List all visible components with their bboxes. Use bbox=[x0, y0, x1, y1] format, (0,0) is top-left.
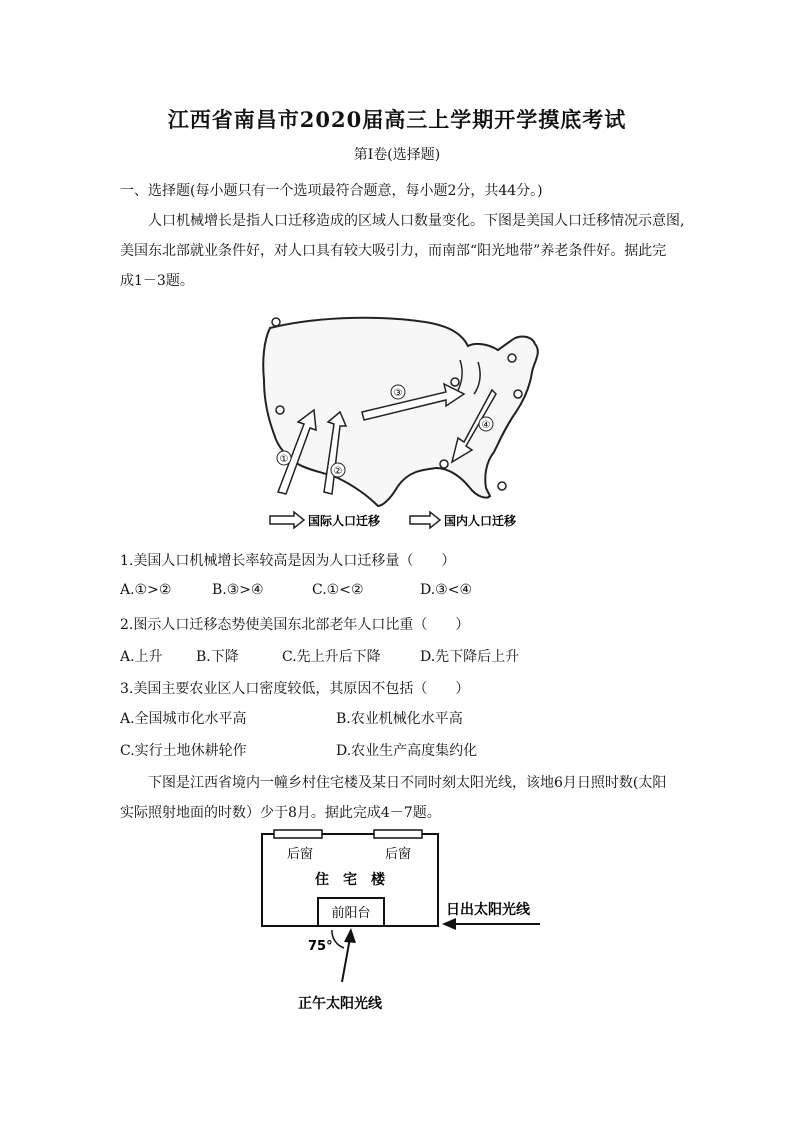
question-2-option-b: B.下降 bbox=[196, 649, 239, 665]
question-3-option-b: B.农业机械化水平高 bbox=[336, 711, 463, 727]
section-instructions: 一、选择题(每小题只有一个选项最符合题意，每小题2分，共44分。) bbox=[120, 183, 543, 199]
city-marker bbox=[451, 378, 459, 386]
arrow-label-4: ④ bbox=[481, 420, 491, 431]
noon-arrowhead-icon bbox=[344, 928, 356, 943]
angle-label: 75° bbox=[308, 939, 333, 954]
question-3-stem: 3.美国主要农业区人口密度较低，其原因不包括（ ） bbox=[120, 681, 470, 697]
intro-paragraph-2-line-2: 实际照射地面的时数）少于8月。据此完成4－7题。 bbox=[120, 805, 441, 821]
question-1-option-d: D.③<④ bbox=[420, 582, 473, 598]
rear-window-right-label: 后窗 bbox=[384, 847, 412, 862]
section-subtitle: 第Ⅰ卷(选择题) bbox=[353, 147, 441, 163]
us-migration-map bbox=[250, 300, 570, 540]
city-marker bbox=[514, 390, 522, 398]
arrow-label-3: ③ bbox=[393, 388, 403, 399]
intro-paragraph-2-line-1: 下图是江西省境内一幢乡村住宅楼及某日不同时刻太阳光线，该地6月日照时数(太阳 bbox=[148, 775, 667, 791]
intro-paragraph-1-line-2: 美国东北部就业条件好，对人口具有较大吸引力，而南部“阳光地带”养老条件好。据此完 bbox=[120, 243, 667, 259]
rear-window-left-label: 后窗 bbox=[286, 847, 314, 862]
city-marker bbox=[276, 406, 284, 414]
legend-international-label: 国际人口迁移 bbox=[308, 514, 381, 528]
noon-ray bbox=[342, 938, 350, 982]
rear-window-left bbox=[274, 830, 322, 838]
sunrise-ray-label: 日出太阳光线 bbox=[446, 902, 530, 918]
question-1-stem: 1.美国人口机械增长率较高是因为人口迁移量（ ） bbox=[120, 553, 456, 569]
intro-paragraph-1-line-1: 人口机械增长是指人口迁移造成的区域人口数量变化。下图是美国人口迁移情况示意图, bbox=[148, 213, 685, 229]
front-balcony-label: 前阳台 bbox=[331, 906, 371, 921]
question-2-stem: 2.图示人口迁移态势使美国东北部老年人口比重（ ） bbox=[120, 617, 470, 633]
intro-paragraph-1-line-3: 成1－3题。 bbox=[120, 273, 194, 289]
city-marker bbox=[440, 460, 448, 468]
angle-arc bbox=[332, 930, 344, 948]
question-3-option-d: D.农业生产高度集约化 bbox=[336, 743, 478, 759]
question-3-option-c: C.实行土地休耕轮作 bbox=[120, 743, 247, 759]
question-1-option-b: B.③>④ bbox=[212, 582, 264, 598]
noon-ray-label: 正午太阳光线 bbox=[298, 996, 382, 1012]
city-marker bbox=[498, 482, 506, 490]
city-marker bbox=[272, 318, 280, 326]
question-2-option-d: D.先下降后上升 bbox=[420, 649, 520, 665]
legend-domestic-label: 国内人口迁移 bbox=[444, 514, 517, 528]
question-1-option-a: A.①>② bbox=[120, 582, 172, 598]
building-label: 住 宅 楼 bbox=[315, 872, 385, 888]
question-2-option-c: C.先上升后下降 bbox=[282, 649, 381, 665]
exam-title: 江西省南昌市2020届高三上学期开学摸底考试 bbox=[167, 107, 627, 132]
question-2-option-a: A.上升 bbox=[120, 649, 163, 665]
arrow-label-1: ① bbox=[279, 454, 289, 465]
question-1-option-c: C.①<② bbox=[312, 582, 364, 598]
question-3-option-a: A.全国城市化水平高 bbox=[120, 711, 247, 727]
city-marker bbox=[508, 354, 516, 362]
sunrise-arrowhead-icon bbox=[442, 918, 456, 930]
arrow-label-2: ② bbox=[333, 466, 343, 477]
rear-window-right bbox=[374, 830, 422, 838]
house-sunlight-diagram bbox=[250, 826, 560, 1016]
